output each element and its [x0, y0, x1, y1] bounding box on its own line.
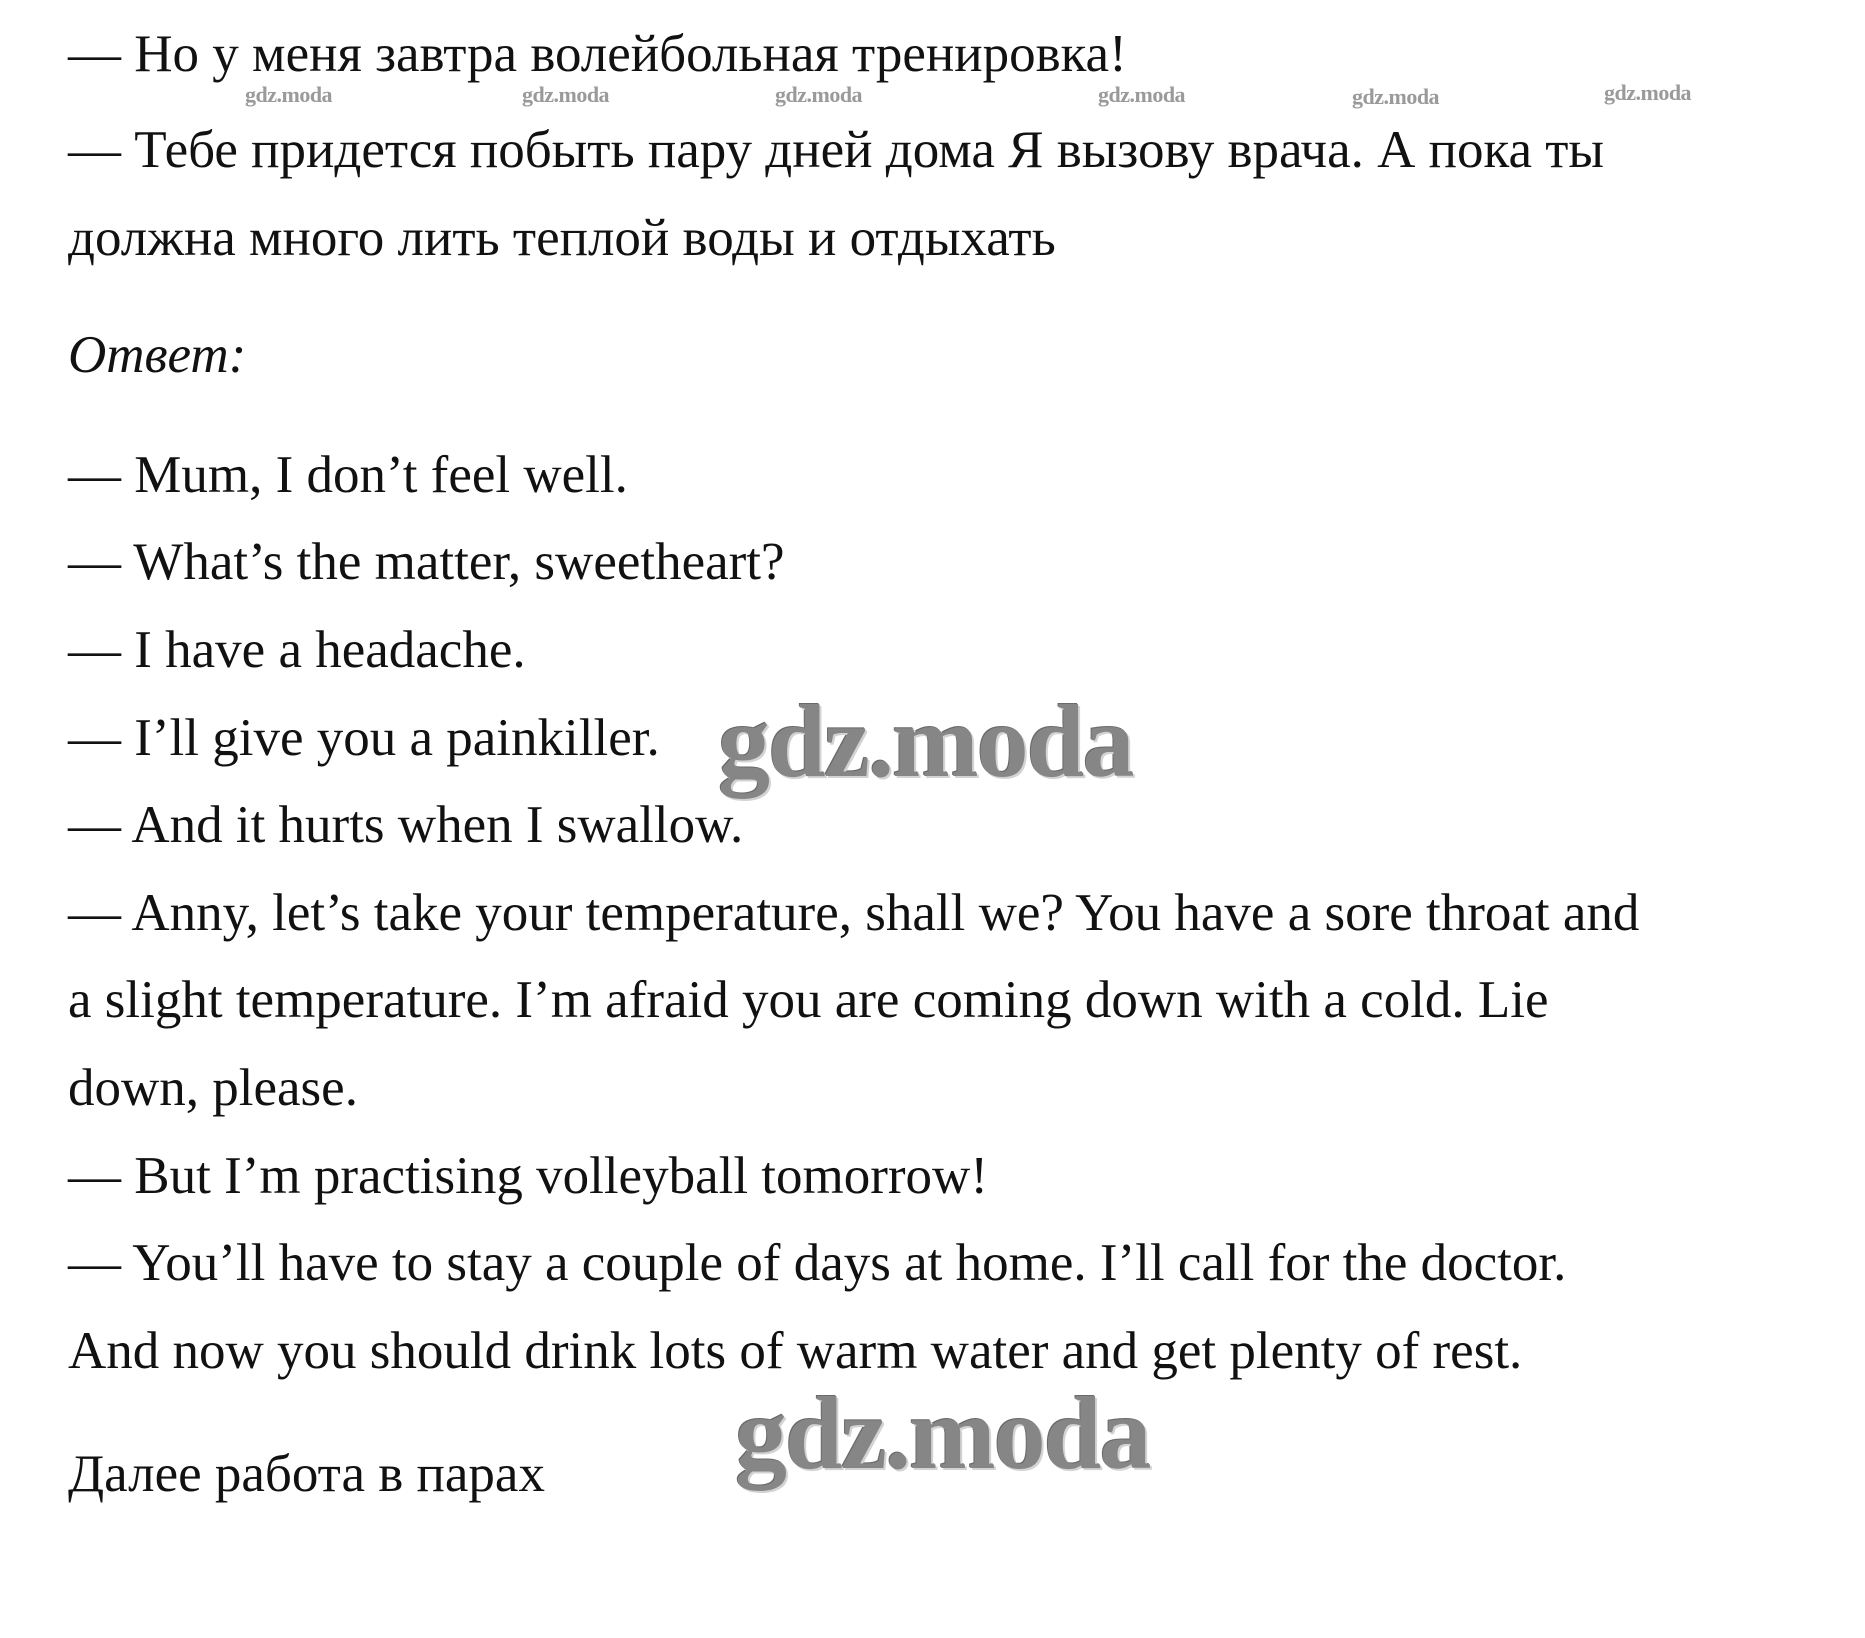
- watermark-small-3: gdz.moda: [775, 82, 863, 107]
- dialogue-line-1: — Mum, I don’t feel well.: [68, 446, 628, 504]
- watermark-small-2: gdz.moda: [522, 82, 610, 107]
- dialogue-line-3: — I have a headache.: [68, 621, 526, 679]
- dialogue-line-6: — Anny, let’s take your temperature, shall we? You have a sore throat and: [68, 884, 1640, 942]
- footer-text: Далее работа в парах: [68, 1445, 545, 1503]
- russian-line-1: — Но у меня завтра волейбольная тренировка!: [68, 25, 1127, 83]
- watermark-small-6: gdz.moda: [1604, 80, 1692, 105]
- dialogue-line-11: And now you should drink lots of warm water and get plenty of rest.: [68, 1322, 1523, 1380]
- dialogue-line-5: — And it hurts when I swallow.: [68, 796, 744, 854]
- russian-line-2: — Тебе придется побыть пару дней дома Я вызову врача. А пока ты: [68, 121, 1604, 179]
- dialogue-line-10: — You’ll have to stay a couple of days at home. I’ll call for the doctor.: [68, 1234, 1567, 1292]
- dialogue-line-7: a slight temperature. I’m afraid you are coming down with a cold. Lie: [68, 971, 1549, 1029]
- watermark-small-4: gdz.moda: [1098, 82, 1186, 107]
- russian-line-3: должна много лить теплой воды и отдыхать: [68, 209, 1056, 267]
- watermark-small-1: gdz.moda: [245, 82, 333, 107]
- dialogue-line-8: down, please.: [68, 1059, 358, 1117]
- watermark-small-5: gdz.moda: [1352, 84, 1440, 109]
- dialogue-line-4: — I’ll give you a painkiller.: [68, 709, 660, 767]
- watermark-large-2: gdz.moda: [735, 1376, 1150, 1491]
- watermark-large-1: gdz.moda: [718, 684, 1133, 799]
- dialogue-line-2: — What’s the matter, sweetheart?: [68, 533, 785, 591]
- answer-label: Ответ:: [68, 326, 247, 384]
- dialogue-line-9: — But I’m practising volleyball tomorrow!: [68, 1147, 988, 1205]
